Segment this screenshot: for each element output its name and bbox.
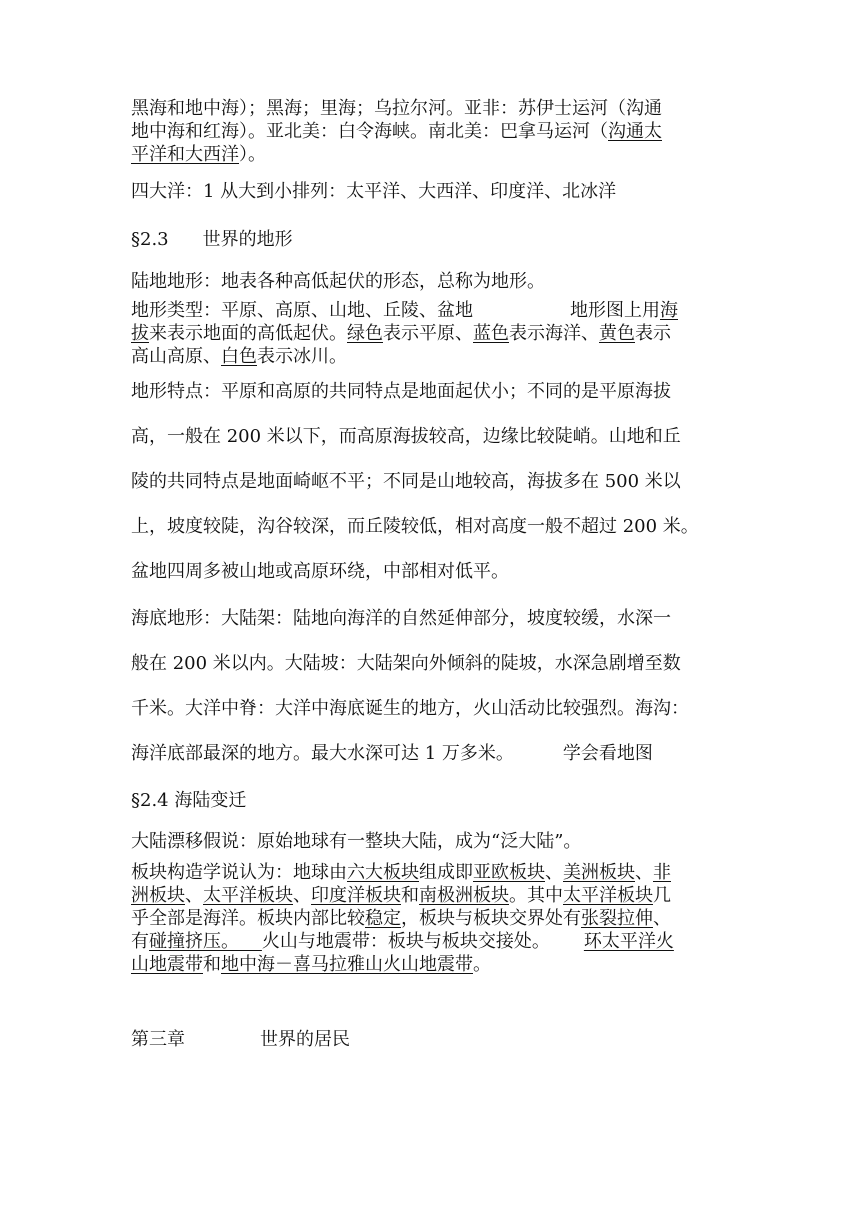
- text: 、: [185, 885, 203, 906]
- paragraph-canals: [131, 97, 731, 166]
- underlined-text: 美洲板块: [563, 862, 635, 883]
- text: 乎全部是海洋。板块内部比较: [131, 908, 365, 929]
- paragraph-land-terrain: 陆地地形：地表各种高低起伏的形态，总称为地形。: [131, 271, 545, 292]
- text: 、: [293, 885, 311, 906]
- text-line: 海底地形：大陆架：陆地向海洋的自然延伸部分，坡度较缓，水深一: [131, 608, 671, 629]
- underlined-text: 地中海－喜马拉雅山火山地震带: [221, 954, 473, 975]
- text: 来表示地面的高低起伏。: [149, 323, 347, 344]
- chapter-heading: [131, 1028, 731, 1051]
- section-heading-2-4: §2.4 海陆变迁: [131, 790, 247, 811]
- text: 地中海和红海）。亚北美：白令海峡。南北美：巴拿马运河（: [131, 121, 608, 142]
- underlined-text: 白色: [221, 346, 257, 367]
- text-line: 陵的共同特点是地面崎岖不平；不同是山地较高，海拔多在 500 米以: [131, 471, 681, 492]
- underlined-text: 平洋和大西洋: [131, 144, 239, 165]
- text: 和: [203, 954, 221, 975]
- text: 。: [473, 954, 491, 975]
- underlined-text: 太平洋板块: [563, 885, 653, 906]
- text-line: 千米。大洋中脊：大洋中海底诞生的地方，火山活动比较强烈。海沟：: [131, 698, 689, 719]
- text: ）。: [239, 144, 266, 165]
- underlined-text: 蓝色: [473, 323, 509, 344]
- underlined-text: 亚欧板块: [473, 862, 545, 883]
- text: 黑海和地中海）；黑海；里海；乌拉尔河。亚非：苏伊士运河（沟通: [131, 98, 662, 119]
- text: 和: [401, 885, 419, 906]
- text: 学会看地图: [562, 743, 653, 764]
- underlined-text: 山地震带: [131, 954, 203, 975]
- underlined-text: 太平洋板块: [203, 885, 293, 906]
- text: 地形类型：平原、高原、山地、丘陵、盆地: [131, 300, 473, 321]
- underlined-text: 黄色: [599, 323, 635, 344]
- paragraph-terrain-types: [131, 299, 731, 368]
- text: 高山高原、: [131, 346, 221, 367]
- text-line: 上，坡度较陡，沟谷较深，而丘陵较低，相对高度一般不超过 200 米。: [131, 516, 699, 537]
- paragraph-four-oceans: 四大洋：1 从大到小排列：太平洋、大西洋、印度洋、北冰洋: [131, 181, 617, 202]
- underlined-text: 印度洋板块: [311, 885, 401, 906]
- chapter-title: 世界的居民: [260, 1029, 350, 1050]
- text: 。其中: [509, 885, 563, 906]
- text: 有: [131, 931, 149, 952]
- text: 表示: [635, 323, 671, 344]
- text: 、: [653, 908, 671, 929]
- underlined-text: 绿色: [347, 323, 383, 344]
- text: ，板块与板块交界处有: [401, 908, 581, 929]
- underlined-text: 环太平洋火: [583, 931, 674, 952]
- text: 组成即: [419, 862, 473, 883]
- text-line: 地形特点：平原和高原的共同特点是地面起伏小；不同的是平原海拔: [131, 381, 671, 402]
- underlined-text: 碰撞挤压。: [149, 931, 239, 952]
- underline-blank: [239, 931, 262, 952]
- paragraph-plate-tectonics: [131, 861, 731, 976]
- underlined-text: 拔: [131, 323, 149, 344]
- underlined-text: 张裂拉伸: [581, 908, 653, 929]
- chapter-number: 第三章: [131, 1029, 185, 1050]
- paragraph-continental-drift: 大陆漂移假说：原始地球有一整块大陆，成为“泛大陆”。: [131, 831, 582, 852]
- text: 表示海洋、: [509, 323, 599, 344]
- underlined-text: 海: [660, 300, 678, 321]
- text-line: 盆地四周多被山地或高原环绕，中部相对低平。: [131, 561, 509, 582]
- text-line: 高，一般在 200 米以下，而高原海拔较高，边缘比较陡峭。山地和丘: [131, 426, 681, 447]
- underlined-text: 稳定: [365, 908, 401, 929]
- text: 、: [545, 862, 563, 883]
- underlined-text: 六大板块: [347, 862, 419, 883]
- text: 地形图上用: [570, 300, 660, 321]
- underlined-text: 南极洲板块: [419, 885, 509, 906]
- text: 表示冰川。: [257, 346, 347, 367]
- section-number: §2.3: [131, 229, 169, 250]
- section-title: 世界的地形: [202, 229, 293, 250]
- text: 板块构造学说认为：地球由: [131, 862, 347, 883]
- text: 、: [635, 862, 653, 883]
- paragraph-terrain-features: [131, 369, 731, 594]
- text: 火山与地震带：板块与板块交接处。: [261, 931, 550, 952]
- underlined-text: 非: [653, 862, 671, 883]
- text: 几: [653, 885, 671, 906]
- text: 海洋底部最深的地方。最大水深可达 1 万多米。: [131, 743, 514, 764]
- text-line: 般在 200 米以内。大陆坡：大陆架向外倾斜的陡坡，水深急剧增至数: [131, 653, 681, 674]
- section-heading-2-3: [131, 228, 731, 251]
- text: 表示平原、: [383, 323, 473, 344]
- underlined-text: 沟通太: [608, 121, 662, 142]
- paragraph-seafloor-terrain: [131, 596, 731, 776]
- underlined-text: 洲板块: [131, 885, 185, 906]
